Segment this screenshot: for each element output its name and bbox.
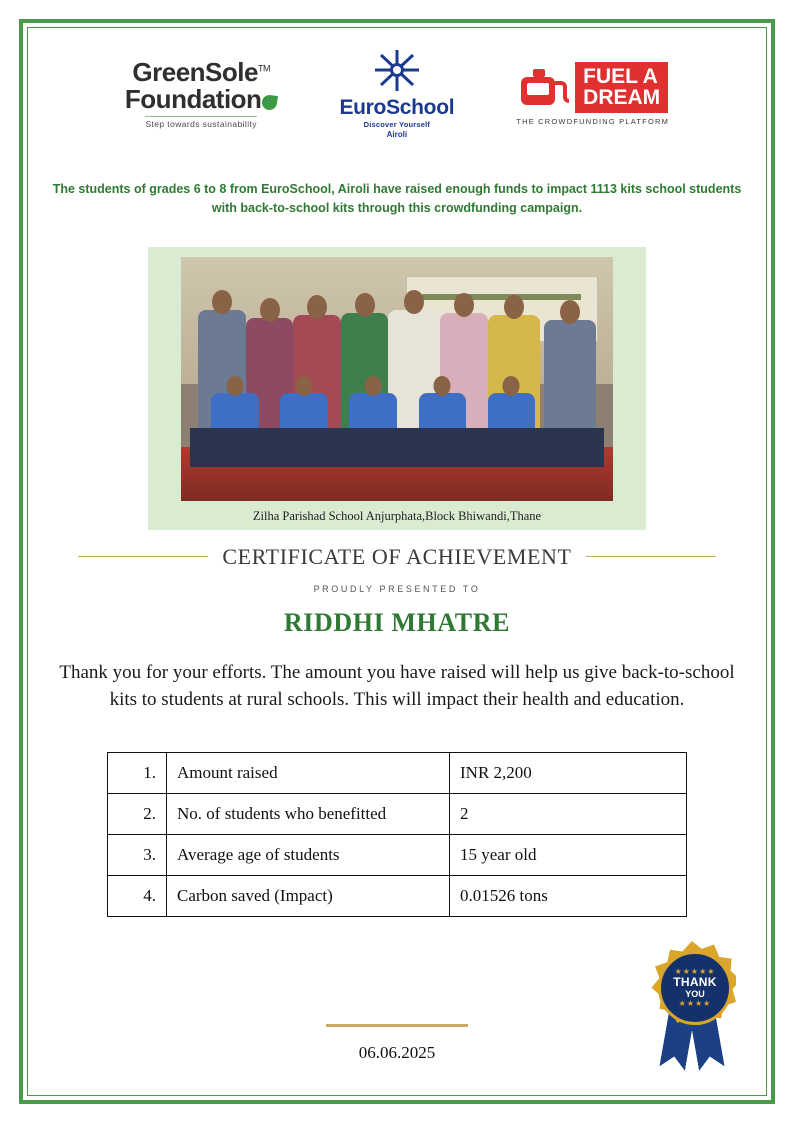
greensole-name-part2-wrap xyxy=(125,86,278,113)
certificate-date: 06.06.2025 xyxy=(358,1043,436,1062)
certificate-message: Thank you for your efforts. The amount you have raised will help us give back-to-school kits to students at rural schools. This will impact their health and education. xyxy=(59,661,735,710)
photo-block xyxy=(148,247,646,530)
intro-text: The students of grades 6 to 8 from EuroSchool, Airoli have raised enough funds to impact 1113 kits school students with back-to-school kits through this crowdfunding campaign. xyxy=(52,182,742,216)
row-number: 4. xyxy=(108,875,167,916)
seal-bottom-stars: ★★★★ xyxy=(678,998,712,1008)
certificate-title: CERTIFICATE OF ACHIEVEMENT xyxy=(222,543,572,569)
greensole-logo xyxy=(124,56,278,130)
divider-right xyxy=(586,556,716,557)
row-value: 0.01526 tons xyxy=(450,875,687,916)
photo-person-head xyxy=(260,298,280,322)
fuel-a-dream-line1: FUEL A xyxy=(583,64,658,88)
seal-disc xyxy=(658,951,732,1025)
seal-thank-text: THANK xyxy=(673,975,717,990)
footer-divider xyxy=(326,1024,468,1027)
greensole-wordmark xyxy=(132,56,270,87)
photo-student-head xyxy=(296,376,313,396)
fuel-a-dream-wordmark xyxy=(575,62,668,114)
photo-student-head xyxy=(226,376,243,396)
photo-person-head xyxy=(355,293,375,317)
euroschool-logo xyxy=(339,49,454,139)
table-row xyxy=(108,752,687,793)
fuel-a-dream-line2: DREAM xyxy=(583,86,661,109)
presented-to-label: PROUDLY PRESENTED TO xyxy=(313,583,481,594)
photo-student-head xyxy=(365,376,382,396)
impact-details-table xyxy=(107,752,687,917)
greensole-name-part1: GreenSole xyxy=(132,56,258,87)
thank-you-seal xyxy=(644,941,740,1069)
photo-person-head xyxy=(307,295,327,319)
euroschool-location: Airoli xyxy=(386,130,408,139)
row-label: Carbon saved (Impact) xyxy=(167,875,450,916)
greensole-name-part2: Foundation xyxy=(124,84,262,114)
fuel-a-dream-mark xyxy=(517,62,668,114)
certificate-title-row xyxy=(40,544,754,570)
greensole-tm: TM xyxy=(257,63,270,74)
photo-person-head xyxy=(504,295,524,319)
table-row xyxy=(108,875,687,916)
leaf-icon xyxy=(261,94,278,111)
photo-table-of-kits xyxy=(190,428,605,467)
fuel-pump-icon xyxy=(517,65,571,111)
table-row xyxy=(108,834,687,875)
row-number: 2. xyxy=(108,793,167,834)
group-photo xyxy=(181,257,613,501)
fuel-a-dream-tagline: THE CROWDFUNDING PLATFORM xyxy=(516,117,670,127)
photo-student-head xyxy=(503,376,520,396)
row-label: Amount raised xyxy=(167,752,450,793)
row-number: 1. xyxy=(108,752,167,793)
photo-person-head xyxy=(404,290,424,314)
greensole-tagline: Step towards sustainability xyxy=(145,116,256,129)
row-value: 2 xyxy=(450,793,687,834)
row-label: Average age of students xyxy=(167,834,450,875)
divider-left xyxy=(78,556,208,557)
photo-person-head xyxy=(560,300,580,324)
certificate-content xyxy=(40,36,754,1087)
photo-person-head xyxy=(454,293,474,317)
row-value: INR 2,200 xyxy=(450,752,687,793)
euroschool-emblem-icon xyxy=(372,49,422,95)
recipient-name: RIDDHI MHATRE xyxy=(283,607,511,637)
photo-student-head xyxy=(434,376,451,396)
euroschool-name: EuroSchool xyxy=(339,96,455,119)
fuel-a-dream-logo xyxy=(516,62,669,127)
seal-top-stars: ★★★★★ xyxy=(674,967,716,977)
logo-row xyxy=(40,44,754,144)
photo-person-head xyxy=(212,290,232,314)
row-label: No. of students who benefitted xyxy=(167,793,450,834)
row-number: 3. xyxy=(108,834,167,875)
seal-you-text: YOU xyxy=(685,988,705,999)
table-row xyxy=(108,793,687,834)
euroschool-tagline: Discover Yourself xyxy=(363,120,431,129)
photo-caption: Zilha Parishad School Anjurphata,Block Bhiwandi,Thane xyxy=(252,508,542,523)
row-value: 15 year old xyxy=(450,834,687,875)
